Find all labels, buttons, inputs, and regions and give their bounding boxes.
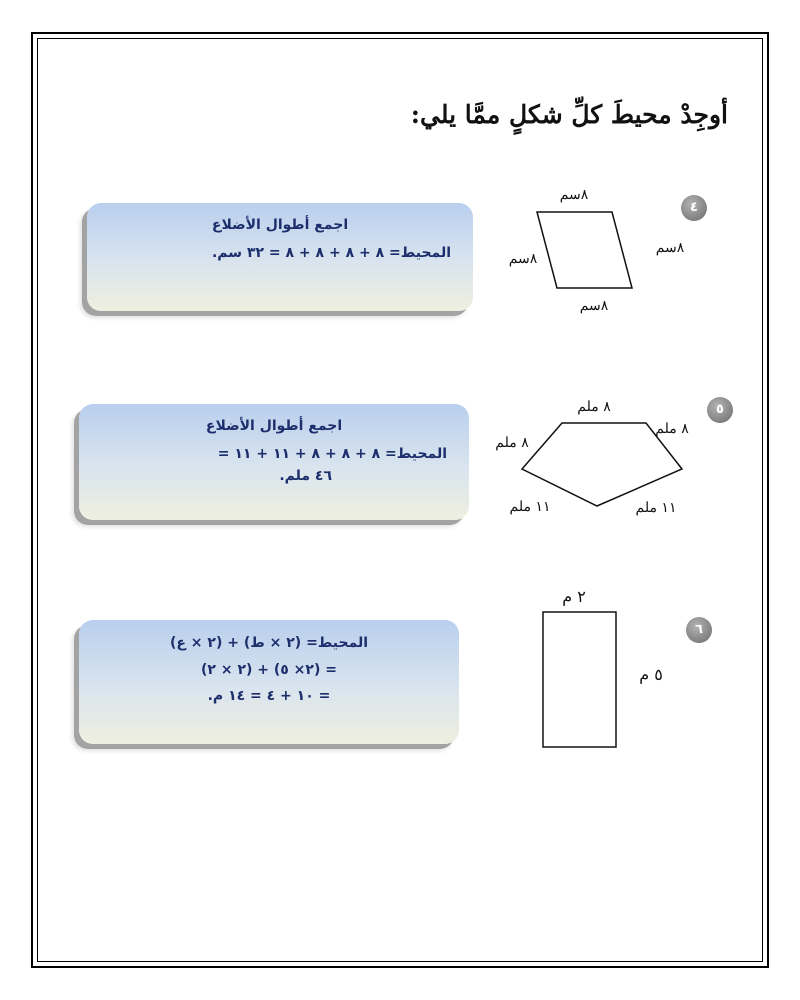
rectangle-label-right: ٥ م xyxy=(639,665,663,684)
rectangle-figure xyxy=(543,612,616,747)
rhombus-label-right: ٨سم xyxy=(655,240,685,256)
pentagon-label-top: ٨ ملم xyxy=(577,399,611,415)
answer-line-6-3: = ١٠ + ٤ = ١٤ م. xyxy=(207,688,331,705)
answer-line-5-2: ٤٦ ملم. xyxy=(279,467,332,484)
answer-line-4-1: المحيط= ٨ + ٨ + ٨ + ٨ = ٣٢ سم. xyxy=(211,245,451,261)
rhombus-label-bottom: ٨سم xyxy=(579,298,609,314)
answer-heading-5: اجمع أطوال الأضلاع xyxy=(205,418,343,434)
answer-line-6-1: المحيط= (٢ × ط) + (٢ × ع) xyxy=(169,635,369,651)
answer-line-6-2: = (٢× ٥) + (٢ × ٢) xyxy=(201,661,337,678)
pentagon-label-upper-left: ٨ ملم xyxy=(495,435,529,451)
rhombus-figure xyxy=(537,212,632,288)
answer-line-5-1: المحيط= ٨ + ٨ + ٨ + ١١ + ١١ = xyxy=(217,446,447,462)
problem-number-badge-6: ٦ xyxy=(686,617,712,643)
problem-number-badge-5: ٥ xyxy=(707,397,733,423)
problem-number-badge-4: ٤ xyxy=(681,195,707,221)
pentagon-label-lower-right: ١١ ملم xyxy=(635,500,677,516)
rectangle-label-top: ٢ م xyxy=(562,587,586,606)
worksheet-title: أوجِدْ محيطَ كلِّ شكلٍ ممَّا يلي: xyxy=(410,100,728,129)
pentagon-label-lower-left: ١١ ملم xyxy=(509,499,551,515)
rhombus-label-left: ٨سم xyxy=(508,251,538,267)
pentagon-label-upper-right: ٨ ملم xyxy=(655,421,689,437)
rhombus-label-top: ٨سم xyxy=(559,187,589,203)
answer-heading-4: اجمع أطوال الأضلاع xyxy=(211,217,349,233)
